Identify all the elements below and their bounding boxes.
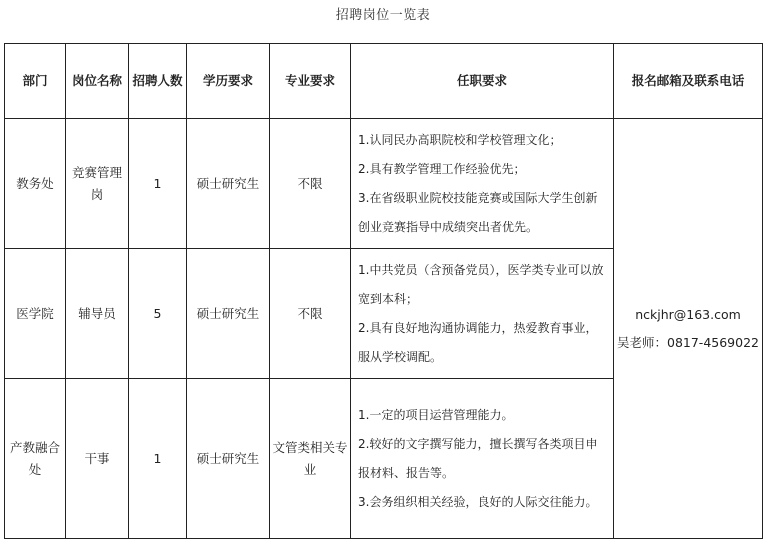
cell-count: 1 — [129, 379, 187, 539]
requirement-item: 1.一定的项目运营管理能力。 — [358, 407, 514, 422]
header-dept: 部门 — [5, 44, 66, 119]
cell-dept: 医学院 — [5, 249, 66, 379]
requirement-item: 1.中共党员（含预备党员），医学类专业可以放宽到本科； — [358, 262, 604, 306]
header-contact: 报名邮箱及联系电话 — [614, 44, 763, 119]
header-major: 专业要求 — [270, 44, 351, 119]
cell-requirements — [351, 119, 614, 249]
cell-dept: 产教融合处 — [5, 379, 66, 539]
header-education: 学历要求 — [187, 44, 270, 119]
table-row — [5, 119, 763, 249]
cell-position: 辅导员 — [66, 249, 129, 379]
requirement-item: 1.认同民办高职院校和学校管理文化； — [358, 132, 562, 147]
contact-email: nckjhr@163.com — [635, 306, 741, 322]
cell-dept: 教务处 — [5, 119, 66, 249]
cell-major: 文管类相关专业 — [270, 379, 351, 539]
cell-education: 硕士研究生 — [187, 119, 270, 249]
cell-position: 竞赛管理岗 — [66, 119, 129, 249]
contact-phone: 吴老师：0817-4569022 — [617, 334, 759, 350]
requirement-item: 3.会务组织相关经验，良好的人际交往能力。 — [358, 494, 598, 509]
job-table — [4, 43, 763, 539]
cell-major: 不限 — [270, 119, 351, 249]
cell-education: 硕士研究生 — [187, 249, 270, 379]
cell-count: 1 — [129, 119, 187, 249]
cell-contact — [614, 119, 763, 539]
requirement-item: 2.具有教学管理工作经验优先； — [358, 161, 526, 176]
cell-requirements — [351, 249, 614, 379]
page-title: 招聘岗位一览表 — [335, 8, 431, 23]
header-position: 岗位名称 — [66, 44, 129, 119]
requirement-item: 2.具有良好地沟通协调能力，热爱教育事业，服从学校调配。 — [358, 320, 598, 364]
cell-education: 硕士研究生 — [187, 379, 270, 539]
header-count: 招聘人数 — [129, 44, 187, 119]
requirement-item: 2.较好的文字撰写能力，擅长撰写各类项目申报材料、报告等。 — [358, 436, 598, 480]
header-requirements: 任职要求 — [351, 44, 614, 119]
cell-major: 不限 — [270, 249, 351, 379]
cell-count: 5 — [129, 249, 187, 379]
table-header-row — [5, 44, 763, 119]
requirement-item: 3.在省级职业院校技能竞赛或国际大学生创新创业竞赛指导中成绩突出者优先。 — [358, 190, 598, 234]
cell-position: 干事 — [66, 379, 129, 539]
cell-requirements — [351, 379, 614, 539]
